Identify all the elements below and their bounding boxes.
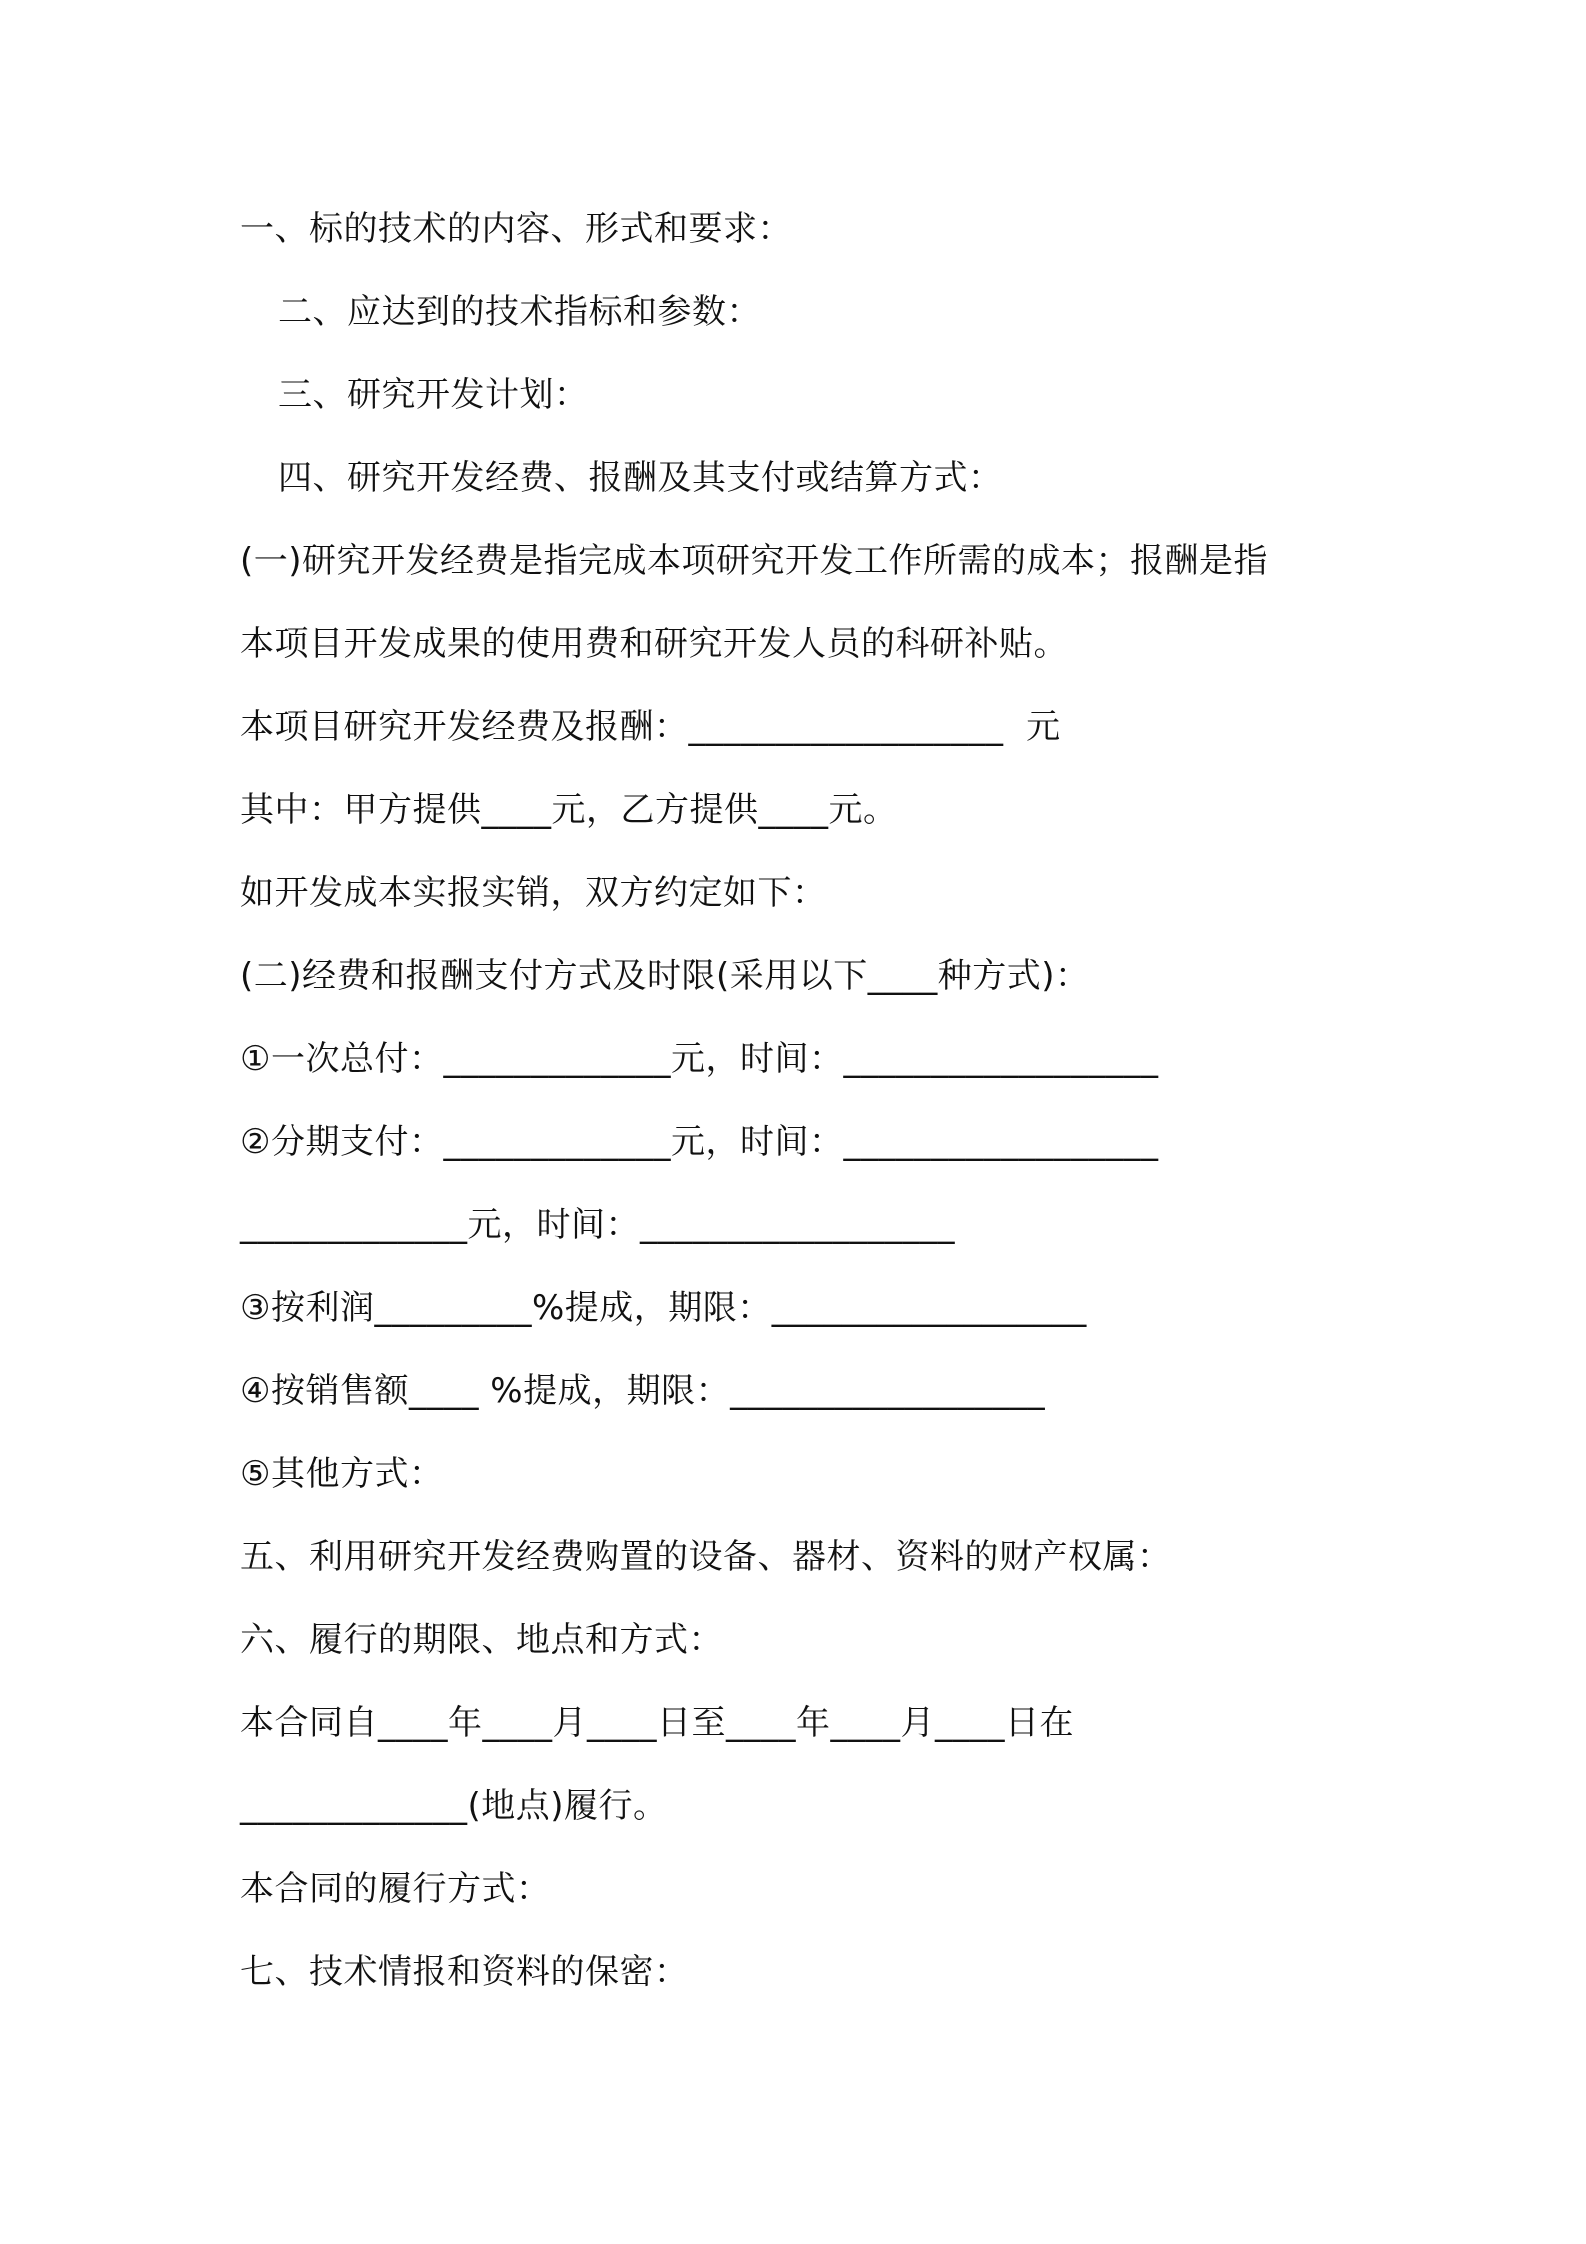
payment-option-2-continued: _____________元，时间：__________________	[240, 1205, 955, 1245]
section-2-heading: 二、应达到的技术指标和参数：	[278, 292, 761, 332]
fee-split-line: 其中：甲方提供____元，乙方提供____元。	[240, 790, 898, 830]
payment-option-3: ③按利润_________%提成，期限：__________________	[240, 1288, 1087, 1328]
payment-option-5: ⑤其他方式：	[240, 1454, 444, 1494]
fee-total-line: 本项目研究开发经费及报酬：__________________ 元	[240, 707, 1061, 747]
payment-method-line: (二)经费和报酬支付方式及时限(采用以下____种方式)：	[240, 956, 1090, 996]
section-1-heading: 一、标的技术的内容、形式和要求：	[240, 209, 792, 249]
paragraph-line: 如开发成本实报实销，双方约定如下：	[240, 873, 827, 913]
section-4-heading: 四、研究开发经费、报酬及其支付或结算方式：	[278, 458, 1003, 498]
section-6-heading: 六、履行的期限、地点和方式：	[240, 1620, 723, 1660]
paragraph-line: (一)研究开发经费是指完成本项研究开发工作所需的成本；报酬是指	[240, 541, 1269, 581]
performance-method-line: 本合同的履行方式：	[240, 1869, 551, 1909]
payment-option-4: ④按销售额____ %提成，期限：__________________	[240, 1371, 1046, 1411]
payment-option-1: ①一次总付：_____________元，时间：__________________	[240, 1039, 1159, 1079]
section-3-heading: 三、研究开发计划：	[278, 375, 589, 415]
section-7-heading: 七、技术情报和资料的保密：	[240, 1952, 689, 1992]
section-5-heading: 五、利用研究开发经费购置的设备、器材、资料的财产权属：	[240, 1537, 1172, 1577]
payment-option-2: ②分期支付：_____________元，时间：__________________	[240, 1122, 1159, 1162]
term-place-line: _____________(地点)履行。	[240, 1786, 668, 1826]
paragraph-line: 本项目开发成果的使用费和研究开发人员的科研补贴。	[240, 624, 1068, 664]
term-dates-line: 本合同自____年____月____日至____年____月____日在	[240, 1703, 1074, 1743]
